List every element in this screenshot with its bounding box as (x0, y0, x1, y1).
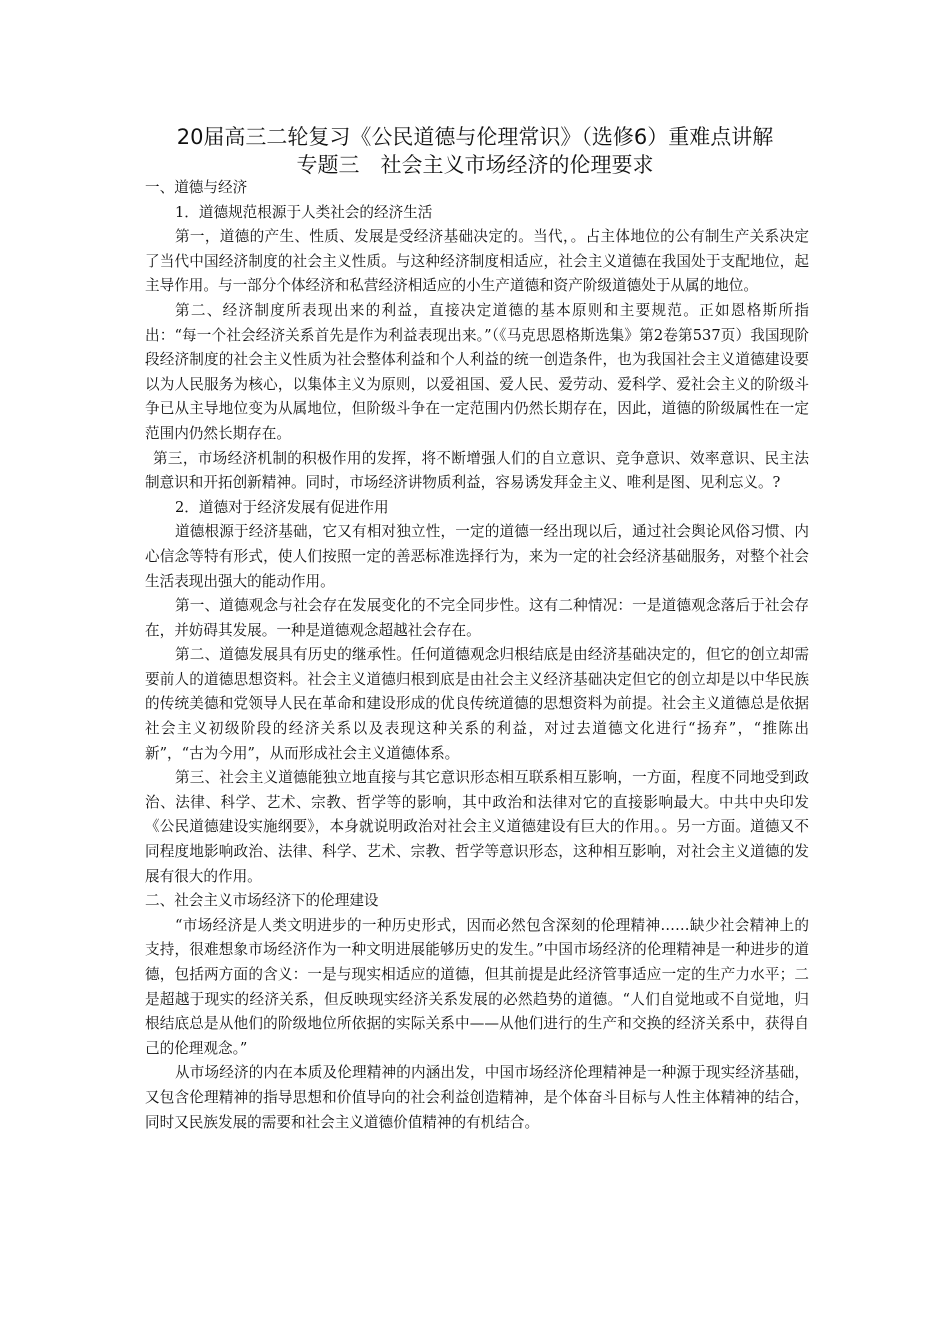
body-paragraph: 道德根源于经济基础，它又有相对独立性，一定的道德一经出现以后，通过社会舆论风俗习惯、内心信念等特有形式，使人们按照一定的善恶标准选择行为，来为一定的社会经济基础服务，对整个社会生活表现出强大的能动作用。 (145, 523, 809, 590)
document-title: 20届高三二轮复习《公民道德与伦理常识》（选修6）重难点讲解 (176, 125, 774, 149)
body-paragraph: 第二、道德发展具有历史的继承性。任何道德观念归根结底是由经济基础决定的，但它的创立却需要前人的道德思想资料。社会主义道德归根到底是由社会主义经济基础决定但它的创立却是以中华民族的传统美德和党领导人民在革命和建设形成的优良传统道德的思想资料为前提。社会主义道德总是依据社会主义初级阶段的经济关系以及表现这种关系的利益，对过去道德文化进行“扬弃”，“推陈出新”，“古为今用”，从而形成社会主义道德体系。 (145, 646, 809, 762)
section-heading: 一、道德与经济 (145, 179, 248, 196)
body-paragraph: 第一、道德观念与社会存在发展变化的不完全同步性。这有二种情况：一是道德观念落后于社会存在，并妨碍其发展。一种是道德观念超越社会存在。 (145, 597, 809, 639)
subsection-heading: 2．道德对于经济发展有促进作用 (175, 498, 389, 516)
document-subtitle: 专题三 社会主义市场经济的伦理要求 (296, 153, 654, 177)
body-paragraph: 第三、社会主义道德能独立地直接与其它意识形态相互联系相互影响，一方面，程度不同地受到政治、法律、科学、艺术、宗教、哲学等的影响，其中政治和法律对它的直接影响最大。中共中央印发《公民道德建设实施纲要》，本身就说明政治对社会主义道德建设有巨大的作用。。另一方面。道德又不同程度地影响政治、法律、科学、艺术、宗教、哲学等意识形态，这种相互影响，对社会主义道德的发展有很大的作用。 (145, 769, 809, 885)
section-heading: 二、社会主义市场经济下的伦理建设 (145, 892, 379, 910)
document-body (145, 176, 809, 1135)
body-paragraph: 第三，市场经济机制的积极作用的发挥，将不断增强人们的自立意识、竞争意识、效率意识、民主法制意识和开拓创新精神。同时，市场经济讲物质利益，容易诱发拜金主义、唯利是图、见利忘义。? (145, 449, 809, 492)
body-paragraph: 从市场经济的内在本质及伦理精神的内涵出发，中国市场经济伦理精神是一种源于现实经济基础，又包含伦理精神的指导思想和价值导向的社会利益创造精神，是个体奋斗目标与人性主体精神的结合，同时又民族发展的需要和社会主义道德价值精神的有机结合。 (145, 1064, 809, 1131)
subsection-heading: 1．道德规范根源于人类社会的经济生活 (175, 203, 433, 221)
body-paragraph: “市场经济是人类文明进步的一种历史形式，因而必然包含深刻的伦理精神……缺少社会精神上的支持，很难想象市场经济作为一种文明进展能够历史的发生。”中国市场经济的伦理精神是一种进步的道德，包括两方面的含义：一是与现实相适应的道德，但其前提是此经济管事适应一定的生产力水平；二是超越于现实的经济关系，但反映现实经济关系发展的必然趋势的道德。“人们自觉地或不自觉地，归根结底总是从他们的阶级地位所依据的实际关系中——从他们进行的生产和交换的经济关系中，获得自己的伦理观念。” (145, 916, 809, 1057)
body-paragraph: 第一，道德的产生、性质、发展是受经济基础决定的。当代，。占主体地位的公有制生产关系决定了当代中国经济制度的社会主义性质。与这种经济制度相适应，社会主义道德在我国处于支配地位，起主导作用。与一部分个体经济和私营经济相适应的小生产道德和资产阶级道德处于从属的地位。 (145, 228, 809, 295)
body-paragraph: 第二、经济制度所表现出来的利益，直接决定道德的基本原则和主要规范。正如恩格斯所指出：“每一个社会经济关系首先是作为利益表现出来。”（《马克思恩格斯选集》第2卷第537页）我国现阶段经济制度的社会主义性质为社会整体利益和个人利益的统一创造条件，也为我国社会主义道德建设要以为人民服务为核心，以集体主义为原则，以爱祖国、爱人民、爱劳动、爱科学、爱社会主义的阶级斗争已从主导地位变为从属地位，但阶级斗争在一定范围内仍然长期存在，因此，道德的阶级属性在一定范围内仍然长期存在。 (145, 301, 809, 442)
